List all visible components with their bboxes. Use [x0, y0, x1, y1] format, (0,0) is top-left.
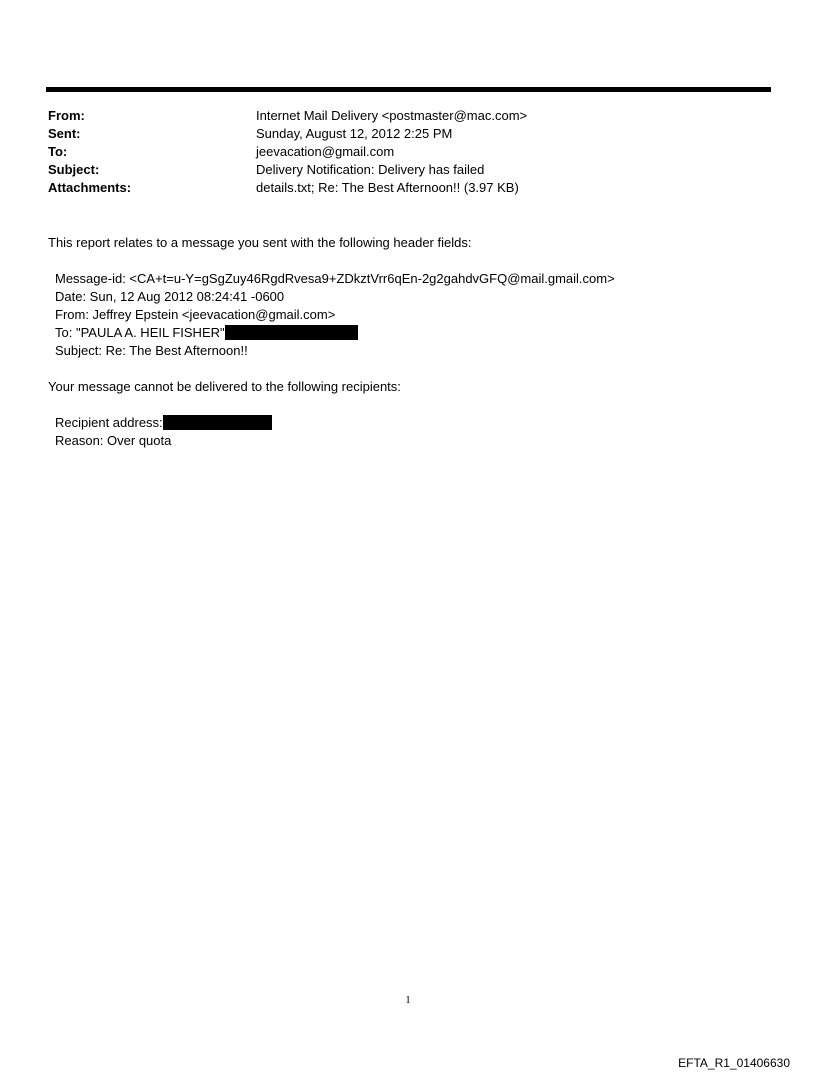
header-divider [46, 87, 771, 92]
to-label: To: [48, 144, 68, 159]
email-header [48, 107, 768, 197]
header-row-subject [48, 161, 768, 179]
original-to: To: "PAULA A. HEIL FISHER" [55, 325, 225, 340]
original-from: From: Jeffrey Epstein <jeevacation@gmail.com> [55, 307, 336, 322]
attachments-label: Attachments: [48, 180, 132, 195]
from-value: Internet Mail Delivery <postmaster@mac.com> [256, 108, 528, 123]
original-subject: Subject: Re: The Best Afternoon!! [55, 343, 248, 358]
failure-notice: Your message cannot be delivered to the following recipients: [48, 379, 401, 394]
subject-value: Delivery Notification: Delivery has failed [256, 162, 485, 177]
recipient-address-line [55, 414, 785, 432]
subject-label: Subject: [48, 162, 100, 177]
recipient-address-label: Recipient address: [55, 415, 163, 430]
recipient-details [55, 414, 785, 450]
attachments-value: details.txt; Re: The Best Afternoon!! (3.97 KB) [256, 180, 519, 195]
sent-label: Sent: [48, 126, 81, 141]
header-row-to [48, 143, 768, 161]
redaction-box [225, 325, 358, 340]
header-row-sent [48, 125, 768, 143]
original-message-id: Message-id: <CA+t=u-Y=gSgZuy46RgdRvesa9+ZDkztVrr6qEn-2g2gahdvGFQ@mail.gmail.com> [55, 271, 615, 286]
page-number: 1 [405, 994, 411, 1006]
report-intro: This report relates to a message you sent with the following header fields: [48, 235, 472, 250]
document-id: EFTA_R1_01406630 [678, 1056, 790, 1070]
original-message-headers [55, 270, 785, 360]
original-to-line [55, 324, 785, 342]
header-row-attachments [48, 179, 768, 197]
to-value: jeevacation@gmail.com [256, 144, 395, 159]
from-label: From: [48, 108, 85, 123]
sent-value: Sunday, August 12, 2012 2:25 PM [256, 126, 453, 141]
header-row-from [48, 107, 768, 125]
original-date: Date: Sun, 12 Aug 2012 08:24:41 -0600 [55, 289, 285, 304]
failure-reason: Reason: Over quota [55, 433, 172, 448]
redaction-box [163, 415, 272, 430]
